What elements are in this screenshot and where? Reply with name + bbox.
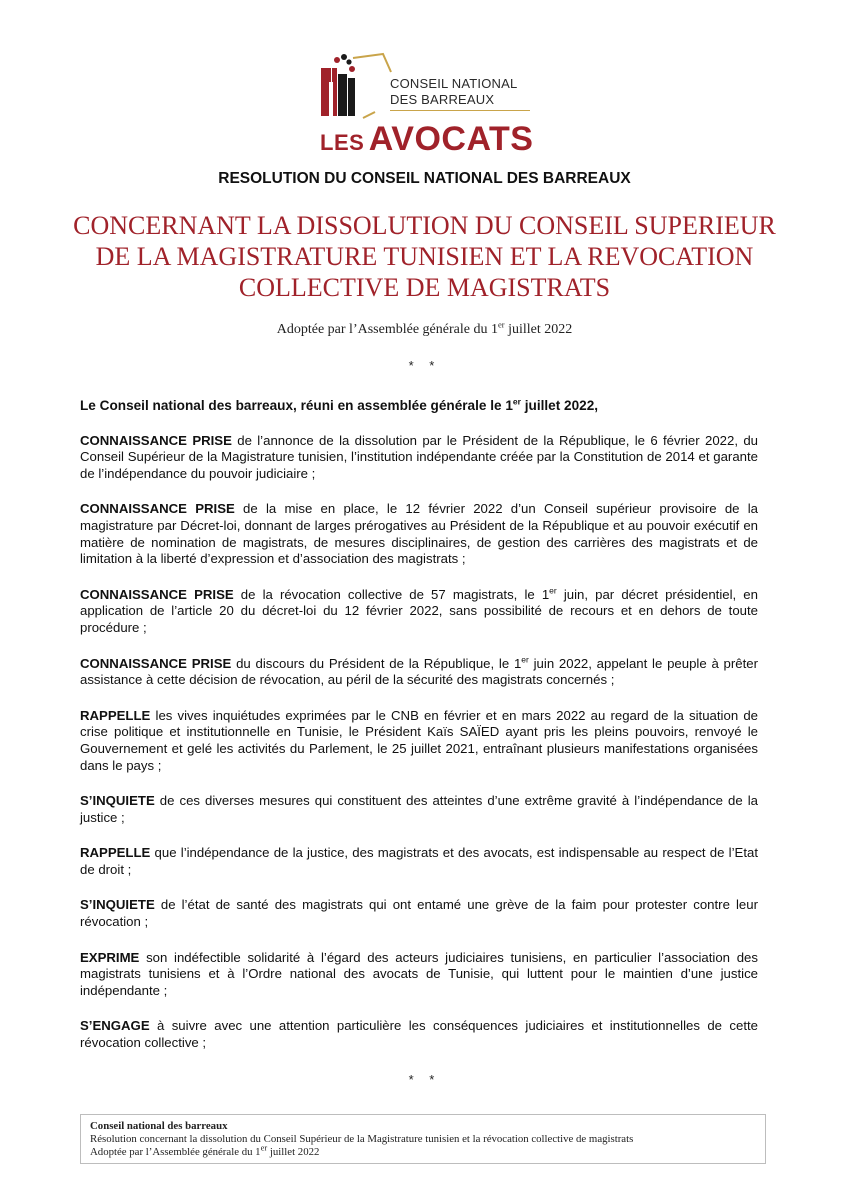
paragraph-5-text: les vives inquiétudes exprimées par le CNB en février et en mars 2022 au regard de la situation de crise politique et institutionnelle en Tunisie, le Président Kaïs SAÏED ayant pris les pleins pouvoirs, renvoyé le Gouvernement et gelé les activités du Parlement, le 25 juillet 2021, entraînant plusieurs manifestations organisées dans le pays ;: [80, 707, 758, 773]
footer-line3: [90, 1142, 756, 1159]
paragraph-3-text-a: de la révocation collective de 57 magistrats, le 1: [233, 586, 550, 602]
paragraph-5: [80, 708, 758, 774]
paragraph-2-text: de la mise en place, le 12 février 2022 d’un Conseil supérieur provisoire de la magistrature par Décret-loi, donnant de larges prérogatives au Président de la République et au pouvoir exécutif en matière de nomination de magistrats, de mesures disciplinaires, de gestion des carrières des magistrats et de limitation à la liberté d’expression et d’association des magistrats ;: [80, 501, 758, 567]
logo-brand-avocats: AVOCATS: [368, 120, 534, 158]
paragraph-3-keyword: CONNAISSANCE PRISE: [80, 586, 234, 602]
adoption-suffix: juillet 2022: [504, 322, 573, 337]
logo-org-line1: CONSEIL NATIONAL: [390, 76, 518, 91]
footer-line3-sup: er: [260, 1142, 268, 1153]
paragraph-5-keyword: RAPPELLE: [80, 707, 151, 723]
intro-paragraph: [80, 398, 758, 415]
footer-line2: Résolution concernant la dissolution du Conseil Supérieur de la Magistrature tunisien et la révocation collective de magistrats: [90, 1133, 634, 1145]
adoption-prefix: Adoptée par l’Assemblée générale du 1: [276, 322, 498, 337]
paragraph-1: [80, 433, 758, 483]
paragraph-2: [80, 501, 758, 567]
paragraph-4-text-b: juin 2022, appelant le peuple à prêter assistance à cette décision de révocation, au péril de la sécurité des magistrats concernés ;: [80, 655, 758, 688]
paragraph-6: [80, 793, 758, 826]
intro-suffix: juillet 2022,: [520, 398, 599, 413]
logo-divider: [390, 110, 530, 111]
intro-prefix: Le Conseil national des barreaux, réuni en assemblée générale le 1: [80, 398, 513, 413]
resolution-body: [80, 398, 758, 1071]
intro-sup: er: [512, 396, 521, 407]
paragraph-10: [80, 1018, 758, 1051]
paragraph-10-text: à suivre avec une attention particulière les conséquences judiciaires et institutionnelles de cette révocation collective ;: [80, 1018, 758, 1051]
paragraph-7-text: que l’indépendance de la justice, des magistrats et des avocats, est indispensable au respect de l’Etat de droit ;: [80, 845, 758, 877]
paragraph-6-text: de ces diverses mesures qui constituent des atteintes d’une extrême gravité à l’indépendance de la justice ;: [80, 793, 758, 825]
footer-line3-suffix: juillet 2022: [267, 1146, 320, 1158]
logo-brand: [320, 120, 533, 159]
paragraph-1-keyword: CONNAISSANCE PRISE: [80, 432, 232, 448]
paragraph-9-text: son indéfectible solidarité à l’égard des acteurs judiciaires tunisiens, en particulier l’association des magistrats tunisiens et à l’Ordre national des avocats de Tunisie, qui luttent pour le maintien d’une justice indépendante ;: [80, 949, 758, 998]
paragraph-3-text-b: juin, par décret présidentiel, en application de l’article 20 du décret-loi du 12 février 2022, sans possibilité de recours et en dehors de toute procédure ;: [80, 586, 758, 635]
resolution-kicker: RESOLUTION DU CONSEIL NATIONAL DES BARREAUX: [218, 170, 631, 187]
paragraph-8-text: de l’état de santé des magistrats qui ont entamé une grève de la faim pour protester contre leur révocation ;: [80, 897, 758, 930]
paragraph-9: [80, 950, 758, 1000]
paragraph-4-keyword: CONNAISSANCE PRISE: [80, 655, 232, 671]
end-separator-stars: * *: [408, 1072, 441, 1087]
logo-org-line2: DES BARREAUX: [390, 92, 495, 107]
paragraph-10-keyword: S’ENGAGE: [80, 1018, 150, 1034]
page-title: CONCERNANT LA DISSOLUTION DU CONSEIL SUPERIEUR DE LA MAGISTRATURE TUNISIEN ET LA REVOCATION COLLECTIVE DE MAGISTRATS: [73, 211, 776, 302]
paragraph-2-keyword: CONNAISSANCE PRISE: [80, 501, 235, 517]
footer-line3-prefix: Adoptée par l’Assemblée générale du 1: [90, 1146, 261, 1158]
paragraph-3-sup: er: [549, 585, 557, 596]
paragraph-7-keyword: RAPPELLE: [80, 845, 151, 861]
paragraph-8: [80, 897, 758, 930]
paragraph-8-keyword: S’INQUIETE: [80, 897, 155, 913]
paragraph-6-keyword: S’INQUIETE: [80, 793, 155, 809]
paragraph-4: [80, 656, 758, 689]
footer-title: Conseil national des barreaux: [90, 1120, 228, 1132]
adoption-sup: er: [497, 319, 505, 330]
separator-stars: * *: [408, 358, 441, 373]
logo-brand-les: LES: [320, 130, 365, 155]
paragraph-3: [80, 587, 758, 637]
paragraph-9-keyword: EXPRIME: [80, 949, 140, 965]
paragraph-7: [80, 845, 758, 878]
adoption-date: [0, 319, 849, 338]
cnb-logo: [315, 52, 535, 162]
paragraph-4-text-a: du discours du Président de la République, le 1: [231, 655, 522, 671]
paragraph-1-text: de l’annonce de la dissolution par le Président de la République, le 6 février 2022, du Conseil Supérieur de la Magistrature tunisien, l’institution indépendante créée par la Constitution de 2014 et garante de l’indépendance du pouvoir judiciaire ;: [80, 432, 759, 481]
paragraph-4-sup: er: [521, 654, 529, 665]
page-footer: [80, 1114, 766, 1164]
